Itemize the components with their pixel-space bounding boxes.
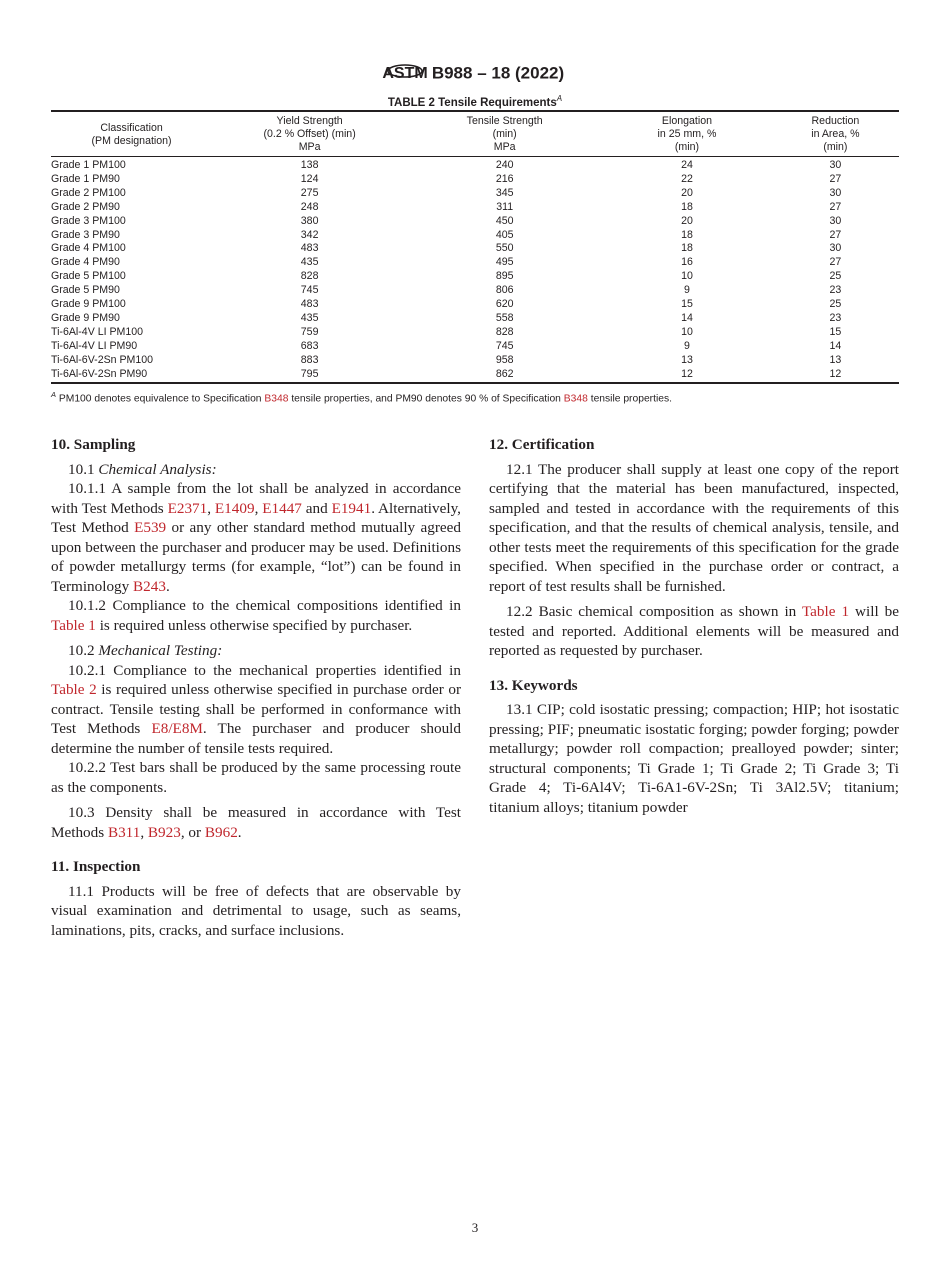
- reference-link[interactable]: E1409: [214, 499, 255, 517]
- table-cell: 745: [495, 339, 514, 352]
- table-cell: 27: [829, 228, 842, 241]
- text-segment: 13.1 CIP; cold isostatic pressing; compaction; HIP; hot isostatic pressing; PIF; pneumatic isostatic forging; powder forging; powder metallurgy; powder roll compaction; prealloyed powder; sinter; structural components; Ti Grade 1; Ti Grade 2; Ti Grade 3; Ti Grade 4; Ti-6Al4V; Ti-6A1-6V-2Sn; Ti 3Al2.5V; titanium; titanium alloys; titanium powder: [489, 701, 899, 816]
- classification-cell: Grade 2 PM90: [51, 200, 120, 213]
- table-title-text: TABLE 2 Tensile Requirements: [387, 96, 557, 109]
- reference-link[interactable]: E8/E8M: [151, 720, 203, 737]
- right-column: [489, 435, 899, 817]
- section-heading: 12. Certification: [489, 436, 595, 453]
- text-segment: .: [165, 577, 170, 595]
- table-row: [51, 173, 899, 187]
- classification-cell: Grade 3 PM100: [51, 214, 126, 227]
- table-cell: 30: [829, 159, 842, 171]
- table-cell: 828: [495, 325, 514, 338]
- document-designation: B988 – 18 (2022): [431, 63, 565, 83]
- page-number: 3: [471, 1220, 479, 1235]
- paragraph: [51, 803, 461, 842]
- reference-link[interactable]: B923: [147, 823, 181, 841]
- table-row: [51, 270, 899, 284]
- classification-cell: Ti-6Al-6V-2Sn PM100: [51, 353, 154, 366]
- left-column: [51, 435, 461, 940]
- table-cell: 22: [681, 172, 693, 185]
- column-header-line: (min): [674, 141, 700, 153]
- table-cell: 483: [300, 242, 319, 255]
- table-row: [51, 242, 899, 256]
- text-segment: ,: [254, 499, 263, 517]
- table-cell: 550: [495, 242, 514, 255]
- document-header: [0, 56, 950, 91]
- section-heading: 13. Keywords: [489, 676, 578, 694]
- paragraph: [489, 460, 899, 597]
- classification-cell: Grade 4 PM90: [51, 256, 120, 269]
- table-row: [51, 187, 899, 201]
- table-cell: 9: [684, 339, 690, 352]
- reference-link[interactable]: Table 1: [801, 603, 850, 620]
- table-cell: 13: [681, 353, 693, 366]
- text-segment: ,: [140, 823, 148, 841]
- table-row: [51, 326, 899, 340]
- table-cell: 435: [300, 311, 319, 324]
- classification-cell: Grade 1 PM90: [51, 172, 120, 185]
- classification-cell: Grade 3 PM90: [51, 228, 120, 241]
- text-segment: .: [237, 823, 242, 841]
- table-row: [51, 340, 899, 354]
- classification-cell: Ti-6Al-6V-2Sn PM90: [51, 367, 148, 380]
- paragraph: [51, 460, 461, 480]
- column-header-line: in 25 mm, %: [657, 128, 717, 140]
- paragraph: [51, 479, 461, 596]
- table-row: [51, 256, 899, 270]
- table-cell: 958: [495, 353, 514, 366]
- classification-cell: Ti-6Al-4V LI PM100: [51, 325, 144, 338]
- column-header-line: (0.2 % Offset) (min): [263, 128, 356, 140]
- section-heading: 10. Sampling: [51, 436, 136, 453]
- table-cell: 124: [300, 172, 319, 185]
- text-segment: 12.1 The producer shall supply at least one copy of the report certifying that the material has been manufactured, inspected, sampled and tested in accordance with the requirements of this specification, and that the results of chemical analysis, tensile, and other tests meet the requirements of this specification for the grade specified. When specified in the purchase order or contract, a report of test results shall be furnished.: [489, 460, 899, 595]
- reference-link[interactable]: B348: [264, 393, 289, 405]
- table-cell: 138: [300, 159, 319, 171]
- reference-link[interactable]: E539: [134, 519, 167, 536]
- table-cell: 24: [681, 159, 693, 171]
- table-row: [51, 229, 899, 243]
- text-segment: . The purchaser and producer should determine the number of tensile tests required.: [51, 720, 461, 757]
- classification-cell: Grade 5 PM100: [51, 270, 126, 283]
- paragraph: [51, 641, 461, 661]
- reference-link[interactable]: B311: [107, 823, 141, 841]
- table-cell: 30: [829, 214, 842, 227]
- footnote-mark: A: [51, 390, 57, 399]
- reference-link[interactable]: E2371: [167, 499, 208, 517]
- table-cell: 18: [681, 200, 693, 213]
- table-cell: 558: [495, 311, 514, 324]
- table-cell: 25: [829, 298, 842, 311]
- text-segment: 11.1 Products will be free of defects that are observable by visual examination and detrimental to usage, such as seams, laminations, pits, cracks, and surface inclusions.: [51, 882, 461, 939]
- column-header-line: Classification: [100, 121, 163, 134]
- classification-cell: Grade 9 PM100: [51, 298, 126, 311]
- table-row: [51, 284, 899, 298]
- paragraph: [51, 758, 461, 797]
- column-header: [51, 111, 212, 157]
- classification-cell: Ti-6Al-4V LI PM90: [51, 339, 138, 352]
- table-cell: 683: [300, 339, 319, 352]
- table-row: [51, 312, 899, 326]
- table-cell: 9: [684, 284, 690, 297]
- paragraph: [51, 882, 461, 941]
- classification-cell: Grade 1 PM100: [51, 159, 126, 171]
- text-segment: PM100 denotes equivalence to Specification: [56, 393, 265, 405]
- classification-cell: Grade 9 PM90: [51, 311, 120, 324]
- text-segment: tensile properties.: [587, 393, 672, 405]
- table-title-footnote-mark: A: [556, 94, 563, 103]
- text-segment: 12.2 Basic chemical composition as shown in: [506, 603, 802, 620]
- table-cell: 435: [300, 256, 319, 269]
- table-cell: 10: [681, 270, 693, 283]
- text-segment: 10.1.1 A sample from the lot shall be analyzed in accordance with Test Methods: [51, 480, 461, 517]
- column-header-line: (min): [823, 141, 848, 153]
- text-segment: 10.2: [68, 642, 99, 659]
- table-cell: 18: [681, 228, 693, 241]
- text-segment: or any other standard method mutually agreed upon between the purchaser and producer may be used. Definitions of powder metallurgy terms (for example, “lot”) can be found in Terminology: [51, 519, 461, 595]
- tensile-requirements-table: [51, 110, 899, 384]
- paragraph: [51, 596, 461, 635]
- column-header: [772, 111, 899, 157]
- text-segment: is required unless otherwise specified in purchase order or contract. Tensile testing shall be performed in conformance with Test Methods: [51, 681, 462, 737]
- table-cell: 495: [495, 256, 514, 269]
- table-row: [51, 201, 899, 215]
- astm-logo-icon: [382, 56, 428, 91]
- text-segment: 10.2.1 Compliance to the mechanical properties identified in: [68, 661, 461, 679]
- svg-text:ASTM: ASTM: [382, 65, 428, 82]
- table-cell: 862: [495, 367, 514, 380]
- table-row: [51, 368, 899, 383]
- table-row: [51, 354, 899, 368]
- text-segment: and: [301, 499, 332, 517]
- table-cell: 620: [495, 298, 514, 311]
- reference-link[interactable]: B962: [204, 823, 238, 841]
- reference-link[interactable]: Table 1: [51, 616, 96, 634]
- table-cell: 30: [829, 186, 842, 199]
- table-cell: 20: [681, 186, 693, 199]
- table-cell: 380: [300, 214, 319, 227]
- table-cell: 342: [300, 228, 319, 241]
- table-cell: 10: [681, 325, 693, 338]
- reference-link[interactable]: E1447: [262, 499, 302, 517]
- column-header-line: in Area, %: [811, 128, 860, 140]
- table-row: [51, 157, 899, 173]
- table-cell: 20: [681, 214, 693, 227]
- table-cell: 25: [829, 270, 842, 283]
- table-cell: 27: [829, 200, 842, 213]
- table-cell: 405: [495, 228, 514, 241]
- table-cell: 345: [495, 186, 514, 199]
- table-cell: 13: [829, 353, 842, 366]
- column-header-line: Elongation: [661, 115, 712, 127]
- table-cell: 275: [300, 186, 319, 199]
- table-cell: 23: [829, 311, 842, 324]
- table-footnote: [51, 390, 672, 404]
- text-segment: 10.3 Density shall be measured in accordance with Test Methods: [51, 804, 461, 841]
- table-cell: 15: [829, 325, 842, 338]
- reference-link[interactable]: B243: [133, 577, 166, 595]
- column-header-line: (PM designation): [91, 134, 172, 147]
- table-cell: 27: [829, 172, 842, 185]
- table-cell: 450: [495, 214, 514, 227]
- classification-cell: Grade 5 PM90: [51, 284, 120, 297]
- table-cell: 16: [681, 256, 693, 269]
- text-segment: 10.1: [68, 460, 99, 478]
- table-cell: 14: [681, 311, 693, 324]
- text-segment: . Alternatively, Test Method: [51, 499, 461, 536]
- table-row: [51, 298, 899, 312]
- paragraph: [51, 661, 461, 759]
- table-cell: 828: [300, 270, 319, 283]
- table-cell: 240: [495, 159, 514, 171]
- table-cell: 23: [829, 284, 842, 297]
- table-cell: 483: [300, 298, 319, 311]
- table-cell: 745: [300, 284, 319, 297]
- text-segment: ,: [207, 499, 215, 517]
- italic-heading: Chemical Analysis:: [98, 460, 217, 478]
- text-segment: tensile properties, and PM90 denotes 90 % of Specification: [288, 393, 564, 405]
- text-segment: 10.1.2 Compliance to the chemical compositions identified in: [68, 597, 461, 614]
- column-header-line: Tensile Strength: [466, 115, 543, 127]
- classification-cell: Grade 2 PM100: [51, 186, 126, 199]
- paragraph: [489, 602, 899, 661]
- text-segment: will be tested and reported. Additional elements will be measured and reported as requested by purchaser.: [489, 603, 899, 659]
- reference-link[interactable]: B348: [563, 393, 588, 405]
- table-cell: 12: [829, 367, 842, 380]
- column-header-line: (min): [492, 128, 517, 140]
- text-segment: is required unless otherwise specified by purchaser.: [95, 616, 413, 634]
- text-segment: , or: [180, 823, 205, 841]
- table-cell: 806: [495, 284, 514, 297]
- table-cell: 759: [300, 325, 319, 338]
- table-cell: 795: [300, 367, 319, 380]
- column-header-line: Yield Strength: [276, 115, 343, 127]
- column-header: [602, 111, 772, 157]
- table-cell: 248: [300, 200, 319, 213]
- paragraph: [489, 700, 899, 817]
- classification-cell: Grade 4 PM100: [51, 242, 126, 255]
- column-header-line: Reduction: [811, 115, 860, 127]
- table-row: [51, 215, 899, 229]
- section-heading: 11. Inspection: [51, 858, 141, 875]
- table-cell: 311: [496, 200, 514, 213]
- table-cell: 30: [829, 242, 842, 255]
- italic-heading: Mechanical Testing:: [98, 642, 223, 659]
- table-cell: 15: [681, 298, 693, 311]
- table-title: [0, 94, 950, 109]
- table-cell: 27: [829, 256, 842, 269]
- table-cell: 883: [300, 353, 319, 366]
- table-cell: 18: [681, 242, 693, 255]
- table-cell: 895: [495, 270, 514, 283]
- table-cell: 14: [829, 339, 842, 352]
- column-header-line: MPa: [298, 141, 321, 153]
- text-segment: 10.2.2 Test bars shall be produced by the same processing route as the components.: [51, 759, 461, 796]
- column-header-line: MPa: [493, 141, 516, 153]
- table-cell: 216: [495, 172, 514, 185]
- column-header: [407, 111, 602, 157]
- column-header: [212, 111, 407, 157]
- table-cell: 12: [681, 367, 693, 380]
- reference-link[interactable]: Table 2: [51, 681, 97, 698]
- reference-link[interactable]: E1941: [331, 499, 372, 517]
